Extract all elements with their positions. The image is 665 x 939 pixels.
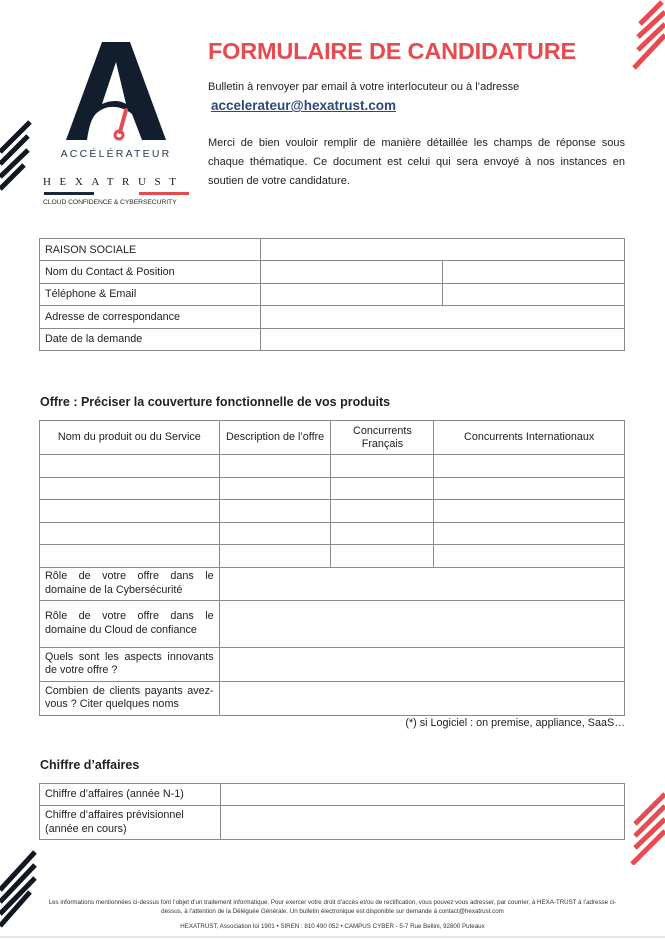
cloud-role-field[interactable] (219, 600, 624, 647)
footnote: (*) si Logiciel : on premise, appliance, SaaS… (405, 717, 625, 729)
table-row (40, 600, 625, 647)
paying-clients-field[interactable] (219, 681, 624, 715)
table-header-row (40, 421, 625, 455)
description-cell[interactable] (219, 522, 331, 545)
description-cell[interactable] (219, 500, 331, 523)
cybersecurity-role-field[interactable] (219, 567, 624, 600)
column-header: Description de l’offre (219, 421, 331, 455)
table-row (40, 283, 625, 305)
question-label: Combien de clients payants avez-vous ? Citer quelques noms (40, 681, 220, 715)
product-name-cell[interactable] (40, 477, 220, 500)
field-label: Téléphone & Email (40, 283, 261, 305)
phone-field[interactable] (261, 283, 443, 305)
field-label: Chiffre d’affaires (année N-1) (40, 784, 221, 806)
field-label: RAISON SOCIALE (40, 239, 261, 261)
column-header: Nom du produit ou du Service (40, 421, 220, 455)
question-label: Rôle de votre offre dans le domaine du Cloud de confiance (40, 600, 220, 647)
intl-competitors-cell[interactable] (434, 455, 625, 478)
brand-bar-navy (44, 192, 94, 195)
accelerateur-a-gauge-icon (62, 42, 170, 142)
table-row (40, 806, 625, 840)
brand-bar-red (139, 192, 189, 195)
product-name-cell[interactable] (40, 522, 220, 545)
raison-sociale-field[interactable] (261, 239, 625, 261)
footer-address: HEXATRUST, Association loi 1901 • SIREN : 810 490 052 • CAMPUS CYBER - 5-7 Rue Bellini, 92800 Puteaux (180, 923, 485, 930)
field-label: Date de la demande (40, 328, 261, 350)
innovation-field[interactable] (219, 647, 624, 681)
email-link[interactable]: accelerateur@hexatrust.com (211, 98, 396, 113)
table-row (40, 500, 625, 523)
revenue-last-year-field[interactable] (221, 784, 625, 806)
revenue-section-title: Chiffre d’affaires (40, 758, 140, 772)
table-row (40, 477, 625, 500)
table-row (40, 647, 625, 681)
table-row (40, 261, 625, 283)
brand-tagline: CLOUD CONFIDENCE & CYBERSECURITY (43, 199, 177, 206)
field-label: Nom du Contact & Position (40, 261, 261, 283)
offer-table (39, 420, 625, 716)
email-field[interactable] (443, 283, 625, 305)
table-row (40, 681, 625, 715)
hexatrust-brand: HEXATRUST (43, 176, 185, 188)
request-date-field[interactable] (261, 328, 625, 350)
field-label: Adresse de correspondance (40, 306, 261, 328)
column-header: Concurrents Internationaux (434, 421, 625, 455)
french-competitors-cell[interactable] (331, 455, 434, 478)
address-field[interactable] (261, 306, 625, 328)
red-stripes-bottom-decoration (630, 790, 665, 865)
intl-competitors-cell[interactable] (434, 477, 625, 500)
product-name-cell[interactable] (40, 545, 220, 568)
french-competitors-cell[interactable] (331, 545, 434, 568)
dark-stripes-bottom-decoration (0, 850, 40, 930)
dark-stripes-left-decoration (0, 118, 32, 193)
logo-wordmark: ACCÉLÉRATEUR (60, 148, 172, 160)
french-competitors-cell[interactable] (331, 477, 434, 500)
intro-text: Bulletin à renvoyer par email à votre interlocuteur ou à l’adresse (208, 81, 520, 93)
revenue-table (39, 783, 625, 840)
table-row (40, 545, 625, 568)
contact-name-field[interactable] (261, 261, 443, 283)
page-edge-divider (0, 936, 665, 938)
intl-competitors-cell[interactable] (434, 522, 625, 545)
column-header: Concurrents Français (331, 421, 434, 455)
table-row (40, 328, 625, 350)
table-row (40, 239, 625, 261)
contact-position-field[interactable] (443, 261, 625, 283)
red-stripes-top-decoration (600, 0, 665, 75)
intl-competitors-cell[interactable] (434, 545, 625, 568)
description-cell[interactable] (219, 545, 331, 568)
accelerateur-logo (40, 38, 192, 213)
revenue-forecast-field[interactable] (221, 806, 625, 840)
product-name-cell[interactable] (40, 455, 220, 478)
product-name-cell[interactable] (40, 500, 220, 523)
question-label: Rôle de votre offre dans le domaine de la Cybersécurité (40, 567, 220, 600)
table-row (40, 306, 625, 328)
french-competitors-cell[interactable] (331, 500, 434, 523)
table-row (40, 455, 625, 478)
description-cell[interactable] (219, 455, 331, 478)
french-competitors-cell[interactable] (331, 522, 434, 545)
question-label: Quels sont les aspects innovants de votre offre ? (40, 647, 220, 681)
table-row (40, 567, 625, 600)
offer-section-title: Offre : Préciser la couverture fonctionnelle de vos produits (40, 395, 391, 409)
legal-notice: Les informations mentionnées ci-dessus font l’objet d’un traitement informatique. Pour exercer votre droit d’accès et/ou de rectification, vous pouvez vous adresser, par courrier, à HEXA-TRUST à l’adresse ci-dessus, à l’attention de la Déléguée Générale. Un bulletin électronique est disponible sur demande à contact@hexatrust.com (48, 899, 617, 915)
description-cell[interactable] (219, 477, 331, 500)
table-row (40, 522, 625, 545)
company-info-table (39, 238, 625, 351)
description-text: Merci de bien vouloir remplir de manière détaillée les champs de réponse sous chaque thématique. Ce document est celui qui sera envoyé à nos instances en soutien de votre candidature. (208, 137, 625, 187)
intl-competitors-cell[interactable] (434, 500, 625, 523)
table-row (40, 784, 625, 806)
field-label: Chiffre d’affaires prévisionnel (année en cours) (40, 806, 221, 840)
page-title: FORMULAIRE DE CANDIDATURE (208, 38, 576, 64)
